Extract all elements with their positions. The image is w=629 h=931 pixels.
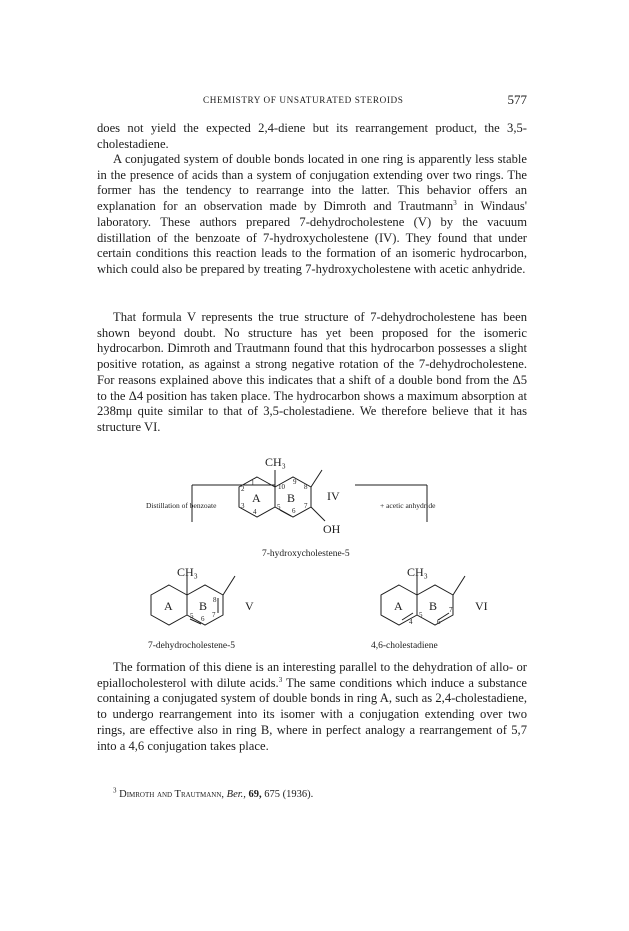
right-side-bond xyxy=(453,576,465,595)
top-ring-a-label: A xyxy=(252,491,261,505)
top-methyl-label: CH₃ xyxy=(265,455,286,469)
top-num-4: 4 xyxy=(253,508,257,516)
right-roman-label: VI xyxy=(475,599,488,613)
paragraph-4 xyxy=(97,660,527,754)
left-num-8: 8 xyxy=(213,596,217,604)
footnote-rest: 675 (1936). xyxy=(264,789,314,800)
top-oh-label: OH xyxy=(323,522,341,536)
top-roman-label: IV xyxy=(327,489,340,503)
top-num-10: 10 xyxy=(278,483,285,491)
footnote-journal: Ber., xyxy=(226,789,246,800)
running-title: CHEMISTRY OF UNSATURATED STEROIDS xyxy=(203,95,404,105)
right-num-4: 4 xyxy=(409,618,413,626)
left-methyl-label: CH₃ xyxy=(177,565,198,579)
top-side-bond xyxy=(311,470,322,487)
paragraph-2 xyxy=(97,152,527,278)
left-roman-label: V xyxy=(245,599,254,613)
top-ring-b-label: B xyxy=(287,491,296,505)
top-oh-bond xyxy=(311,507,325,521)
right-num-7: 7 xyxy=(449,606,453,614)
top-num-1: 1 xyxy=(251,479,255,487)
page-number: 577 xyxy=(507,92,527,107)
footnote xyxy=(113,786,314,800)
top-num-9: 9 xyxy=(293,478,297,486)
left-num-5: 5 xyxy=(190,612,194,620)
right-num-6: 6 xyxy=(437,618,441,626)
left-ring-a-label: A xyxy=(164,599,173,613)
footnote-ref: 3 xyxy=(453,198,457,207)
left-caption: 7-dehydrocholestene-5 xyxy=(148,641,236,651)
structure-diagram xyxy=(97,452,527,652)
top-double-bond xyxy=(280,510,291,516)
paragraph-3: That formula V represents the true structure of 7-dehydrocholestene has been shown beyond doubt. No structure has yet been proposed for the isomeric hydrocarbon. Dimroth and Trautmann found that this hydrocarbon possesses a slight positive rotation, as against a strong negative rotation of the 7-dehydrocholestene. For reasons explained above this indicates that a shift of a double bond from the Δ5 to the Δ4 position has taken place. The hydrocarbon shows a maximum absorption at 238mμ quite similar to that of 3,5-cholestadiene. We therefore believe that it has structure VI. xyxy=(97,310,527,434)
top-num-6: 6 xyxy=(292,507,296,515)
top-num-2: 2 xyxy=(241,485,245,493)
paragraph-2-text-b: in Windaus' laboratory. These authors prepared 7-dehydrocholestene (V) by the vacuum distillation of the benzoate of 7-hydroxycholestene (IV). They found that under certain conditions this reaction leads to the formation of an isomeric hydrocarbon, which could also be prepared by treating 7-hydroxycholestene with acetic anhydride. xyxy=(97,199,527,276)
paragraph-4-text-a: The formation of this diene is an interesting parallel to the dehydration of allo- or epiallocholesterol with dilute acids. xyxy=(97,660,527,690)
structure-diagram-svg xyxy=(97,452,527,652)
right-methyl-label: CH₃ xyxy=(407,565,428,579)
left-side-bond xyxy=(223,576,235,595)
top-num-5: 5 xyxy=(277,503,281,511)
page-header xyxy=(97,94,527,110)
distillation-label: Distillation of benzoate xyxy=(146,501,217,510)
acetic-anhydride-label: + acetic anhydride xyxy=(380,501,436,510)
footnote-volume: 69, xyxy=(248,789,262,800)
right-num-5: 5 xyxy=(419,611,423,619)
paragraph-1: does not yield the expected 2,4-diene but its rearrangement product, the 3,5-cholestadiene. xyxy=(97,121,527,151)
right-ring-a-label: A xyxy=(394,599,403,613)
left-num-7: 7 xyxy=(212,611,216,619)
top-num-3: 3 xyxy=(241,502,245,510)
top-caption: 7-hydroxycholestene-5 xyxy=(262,549,350,559)
footnote-ref-2: 3 xyxy=(278,675,283,684)
left-num-6: 6 xyxy=(201,615,205,623)
paragraph-2-text-a: A conjugated system of double bonds located in one ring is apparently less stable in the presence of acids than a system of conjugation extending over two rings. The former has the tendency to rearrange into the latter. This behavior offers an explanation for an observation made by Dimroth and Trautmann xyxy=(97,152,527,214)
footnote-authors: Dimroth and Trautmann, xyxy=(119,789,225,800)
top-num-8: 8 xyxy=(304,483,308,491)
right-ring-b-label: B xyxy=(429,599,438,613)
paragraph-4-text-b: The same conditions which induce a substance containing a conjugated system of double bonds in ring A, such as 2,4-cholestadiene, to undergo rearrangement into its isomer with a conjugation extending over two rings, are effective also in ring B, where in perfect analogy a rearrangement of 5,7 into a 4,6 conjugation takes place. xyxy=(97,675,527,753)
right-caption: 4,6-cholestadiene xyxy=(371,641,438,651)
footnote-marker: 3 xyxy=(113,786,117,795)
top-num-7: 7 xyxy=(304,502,308,510)
left-ring-b-label: B xyxy=(199,599,208,613)
